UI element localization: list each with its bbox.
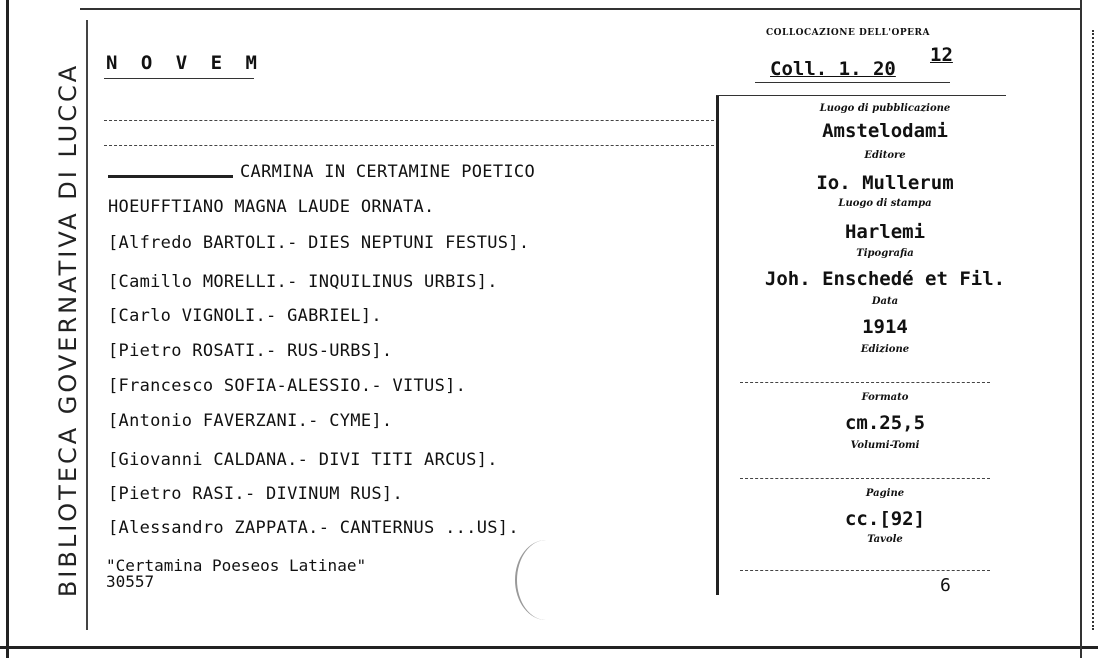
inventory-number: 30557	[106, 572, 155, 591]
entry-line: [Carlo VIGNOLI.- GABRIEL].	[108, 306, 382, 326]
heading-rule	[104, 78, 254, 79]
volumes-label: Volumi-Tomi	[850, 440, 920, 451]
stamp-mark	[515, 540, 577, 620]
title-dash	[108, 175, 233, 178]
print-place-value: Harlemi	[844, 221, 926, 243]
entry-line: [Alfredo BARTOLI.- DIES NEPTUNI FESTUS].	[108, 233, 530, 253]
collocation-label: COLLOCAZIONE DELL'OPERA	[766, 28, 930, 38]
card-edge-left	[6, 0, 9, 658]
pages-rule	[740, 478, 990, 480]
entry-line: [Antonio FAVERZANI.- CYME].	[108, 411, 393, 431]
card-edge-top	[80, 8, 1080, 10]
format-value: cm.25,5	[844, 412, 926, 434]
publisher-value: Io. Mullerum	[816, 172, 954, 194]
title-line-1: CARMINA IN CERTAMINE POETICO	[240, 162, 535, 182]
torn-edge	[1072, 30, 1094, 630]
heading-author: N O V E M	[106, 52, 263, 74]
series-note: "Certamina Poeseos Latinae"	[106, 556, 367, 575]
printer-value: Joh. Enschedé et Fil.	[764, 268, 1006, 290]
plates-label: Tavole	[867, 534, 903, 545]
place-label: Luogo di pubblicazione	[819, 103, 951, 114]
entry-line: [Pietro RASI.- DIVINUM RUS].	[108, 484, 403, 504]
entry-line: [Francesco SOFIA-ALESSIO.- VITUS].	[108, 376, 467, 396]
entry-line: [Camillo MORELLI.- INQUILINUS URBIS].	[108, 272, 498, 292]
plates-rule	[740, 570, 990, 572]
column-divider	[716, 95, 719, 595]
metadata-top-rule	[716, 95, 1006, 96]
format-label: Formato	[861, 392, 909, 403]
print-place-label: Luogo di stampa	[838, 198, 932, 209]
publisher-label: Editore	[864, 150, 906, 161]
edition-label: Edizione	[860, 344, 910, 355]
blank-rule-2	[104, 145, 714, 147]
date-label: Data	[871, 296, 899, 307]
card-edge-bottom	[0, 646, 1098, 649]
pages-value: cc.[92]	[844, 508, 926, 530]
stamp-number: 6	[940, 575, 951, 596]
margin-line	[86, 20, 88, 630]
blank-rule-1	[104, 120, 714, 122]
entry-line: [Alessandro ZAPPATA.- CANTERNUS ...US].	[108, 518, 519, 538]
format-rule	[740, 382, 990, 384]
collocation-rule	[755, 82, 950, 83]
collocation-value: Coll. 1. 20	[770, 58, 896, 80]
library-name: BIBLIOTECA GOVERNATIVA DI LUCCA	[54, 62, 82, 598]
place-value: Amstelodami	[822, 120, 948, 142]
entry-line: [Giovanni CALDANA.- DIVI TITI ARCUS].	[108, 450, 498, 470]
collocation-extra: 12	[930, 44, 953, 66]
pages-label: Pagine	[865, 488, 905, 499]
date-value: 1914	[862, 316, 908, 338]
entry-line: [Pietro ROSATI.- RUS-URBS].	[108, 341, 393, 361]
title-line-2: HOEUFFTIANO MAGNA LAUDE ORNATA.	[108, 197, 435, 217]
printer-label: Tipografia	[856, 248, 914, 259]
